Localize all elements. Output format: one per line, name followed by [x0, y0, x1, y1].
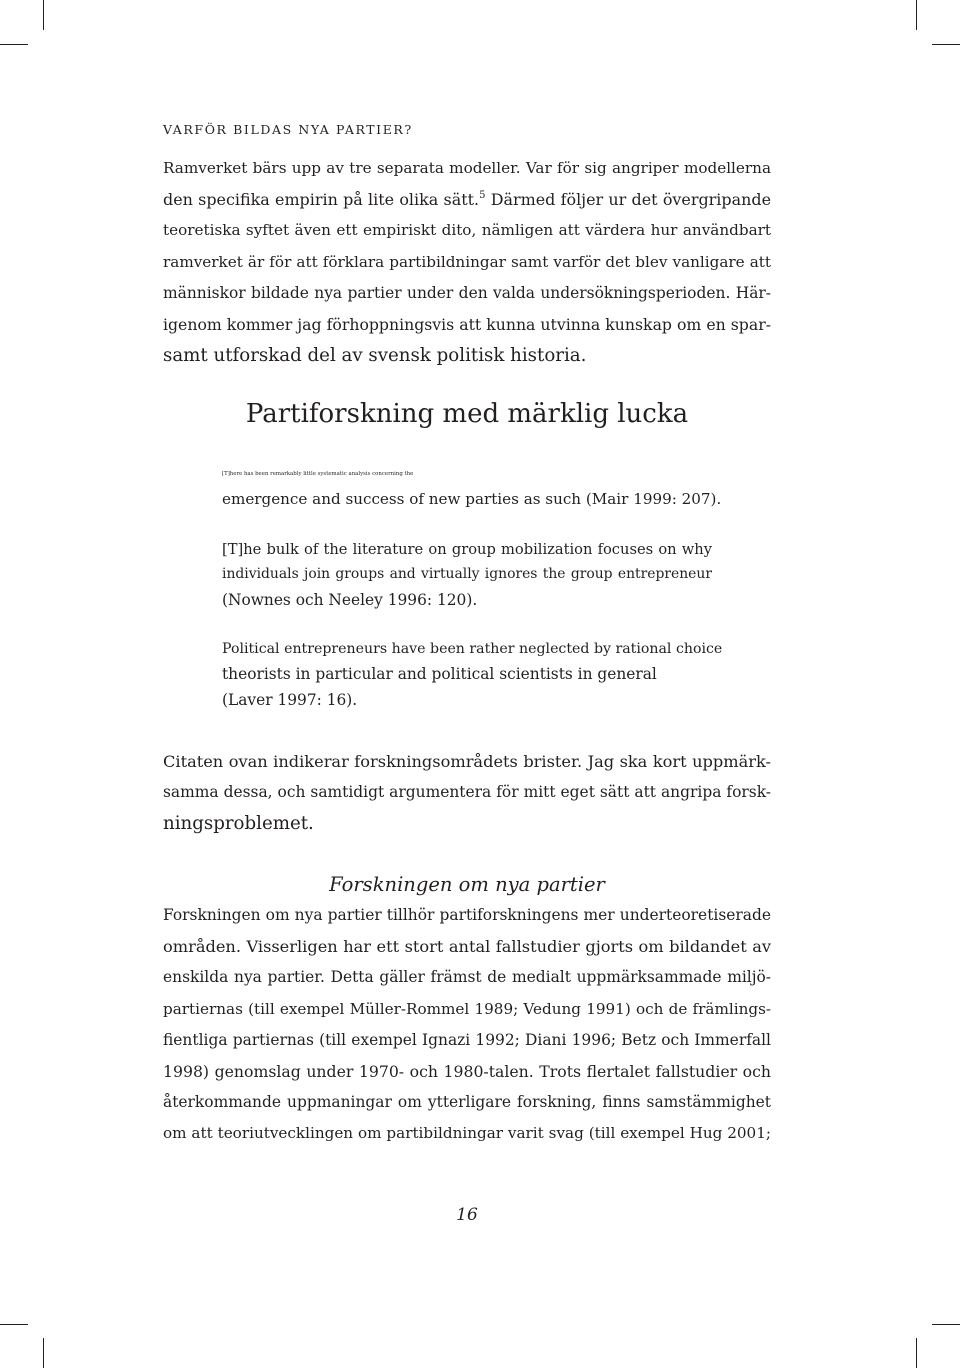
text-line: Citaten ovan indikerar forskningsområdets brister. Jag ska kort uppmärk- — [163, 752, 771, 771]
running-head: VARFÖR BILDAS NYA PARTIER? — [163, 122, 413, 137]
quote-line: [T]he bulk of the literature on group mobilization focuses on why — [222, 541, 712, 558]
text-line: 1998) genomslag under 1970- och 1980-talen. Trots flertalet fallstudier och — [163, 1062, 771, 1082]
block-quote — [222, 462, 721, 513]
text-line: samma dessa, och samtidigt argumentera för mitt eget sätt att angripa forsk- — [163, 783, 771, 802]
crop-mark — [43, 0, 44, 30]
text-line: igenom kommer jag förhoppningsvis att kunna utvinna kunskap om en spar- — [163, 315, 771, 335]
quote-line: emergence and success of new parties as such (Mair 1999: 207). — [222, 490, 722, 509]
text-line: återkommande uppmaningar om ytterligare forskning, finns samstämmighet — [163, 1093, 771, 1112]
text-line: människor bildade nya partier under den valda undersökningsperioden. Här- — [163, 283, 771, 302]
block-quote — [222, 637, 722, 713]
text-line: Forskningen om nya partier tillhör partiforskningens mer underteoretiserade — [163, 906, 771, 924]
text-line: ningsproblemet. — [163, 813, 314, 835]
text-line — [163, 184, 771, 215]
quote-line: (Laver 1997: 16). — [222, 690, 358, 709]
text-line: Ramverket bärs upp av tre separata modeller. Var för sig angriper modellerna — [163, 159, 771, 177]
quote-line: (Nownes och Neeley 1996: 120). — [222, 590, 478, 609]
footnote-reference[interactable]: 5 — [479, 190, 486, 202]
comment-paragraph — [163, 746, 771, 840]
research-paragraph — [163, 900, 771, 1150]
crop-mark — [932, 1324, 960, 1325]
block-quote — [222, 537, 712, 613]
crop-mark — [0, 1324, 28, 1325]
quote-line: Political entrepreneurs have been rather neglected by rational choice — [222, 641, 723, 657]
crop-mark — [916, 0, 917, 30]
quote-line: individuals join groups and virtually ignores the group entrepreneur — [222, 566, 712, 583]
crop-mark — [932, 44, 960, 45]
text-line: om att teoriutvecklingen om partibildningar varit svag (till exempel Hug 2001; — [163, 1124, 771, 1143]
subsection-title: Forskningen om nya partier — [329, 873, 605, 896]
crop-mark — [916, 1338, 917, 1368]
text-line: enskilda nya partier. Detta gäller främst de medialt uppmärksammade miljö- — [163, 968, 771, 987]
text-line: samt utforskad del av svensk politisk historia. — [163, 345, 587, 367]
text-line: teoretiska syftet även ett empiriskt dito, nämligen att värdera hur användbart — [163, 221, 771, 240]
intro-paragraph — [163, 153, 771, 371]
text-line: partiernas (till exempel Müller-Rommel 1989; Vedung 1991) och de främlings- — [163, 999, 771, 1018]
quote-line: [T]here has been remarkably little systematic analysis concerning the — [222, 471, 414, 477]
text-line: ramverket är för att förklara partibildningar samt varför det blev vanligare att — [163, 252, 771, 271]
text-segment: den specifika empirin på lite olika sätt. — [163, 190, 480, 210]
text-segment: Därmed följer ur det övergripande — [485, 190, 772, 210]
section-title: Partiforskning med märklig lucka — [245, 399, 689, 429]
crop-mark — [0, 44, 28, 45]
crop-mark — [43, 1338, 44, 1368]
page-number: 16 — [456, 1205, 478, 1225]
text-line: fientliga partiernas (till exempel Ignazi 1992; Diani 1996; Betz och Immerfall — [163, 1030, 771, 1049]
quote-line: theorists in particular and political scientists in general — [222, 665, 657, 684]
text-line: områden. Visserligen har ett stort antal fallstudier gjorts om bildandet av — [163, 937, 771, 957]
